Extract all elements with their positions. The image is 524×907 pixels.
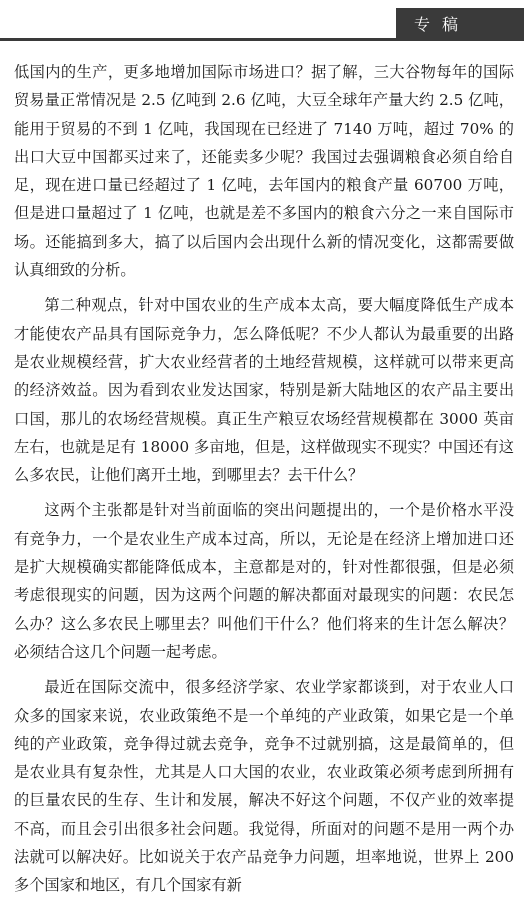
section-label: 专稿 <box>414 14 471 34</box>
paragraph-1: 低国内的生产，更多地增加国际市场进口？据了解，三大谷物每年的国际贸易量正常情况是 2.5 亿吨到 2.6 亿吨，大豆全球年产量大约 2.5 亿吨，能用于贸易的不到 1 亿吨，我国现在已经进了 7140 万吨，超过 70% 的出口大豆中国都买过来了，还能卖多少呢？我国过去强调粮食必须自给自足，现在进口量已经超过了 1 亿吨，去年国内的粮食产量 60700 万吨，但是进口量超过了 1 亿吨，也就是差不多国内的粮食六分之一来自国际市场。还能搞到多大，搞了以后国内会出现什么新的情况变化，这都需要做认真细致的分析。 <box>14 63 514 280</box>
paragraph-3: 这两个主张都是针对当前面临的突出问题提出的，一个是价格水平没有竞争力，一个是农业生产成本过高，所以，无论是在经济上增加进口还是扩大规模确实都能降低成本，主意都是对的，针对性都很强，但是必须考虑很现实的问题，因为这两个问题的解决都面对最现实的问题：农民怎么办？这么多农民上哪里去？叫他们干什么？他们将来的生计怎么解决？必须结合这几个问题一起考虑。 <box>14 501 514 661</box>
paragraph-4: 最近在国际交流中，很多经济学家、农业学家都谈到，对于农业人口众多的国家来说，农业政策绝不是一个单纯的产业政策，如果它是一个单纯的产业政策，竞争得过就去竞争，竞争不过就别搞，这是最简单的，但是农业具有复杂性，尤其是人口大国的农业，农业政策必须考虑到所拥有的巨量农民的生存、生计和发展，解决不好这个问题，不仅产业的效率提不高，而且会引出很多社会问题。我觉得，所面对的问题不是用一两个办法就可以解决好。比如说关于农产品竞争力问题，坦率地说，世界上 200 多个国家和地区，有几个国家有新 <box>14 678 514 895</box>
section-label-tab <box>396 8 524 38</box>
header-rule <box>0 38 524 41</box>
paragraph-2: 第二种观点，针对中国农业的生产成本太高，要大幅度降低生产成本才能使农产品具有国际竞争力，怎么降低呢？不少人都认为最重要的出路是农业规模经营，扩大农业经营者的土地经营规模，这样就可以带来更高的经济效益。因为看到农业发达国家，特别是新大陆地区的农产品主要出口国，那儿的农场经营规模。真正生产粮豆农场经营规模都在 3000 英亩左右，也就是足有 18000 多亩地，但是，这样做现实不现实？中国还有这么多农民，让他们离开土地，到哪里去？去干什么？ <box>14 296 514 485</box>
article-body <box>14 58 514 907</box>
